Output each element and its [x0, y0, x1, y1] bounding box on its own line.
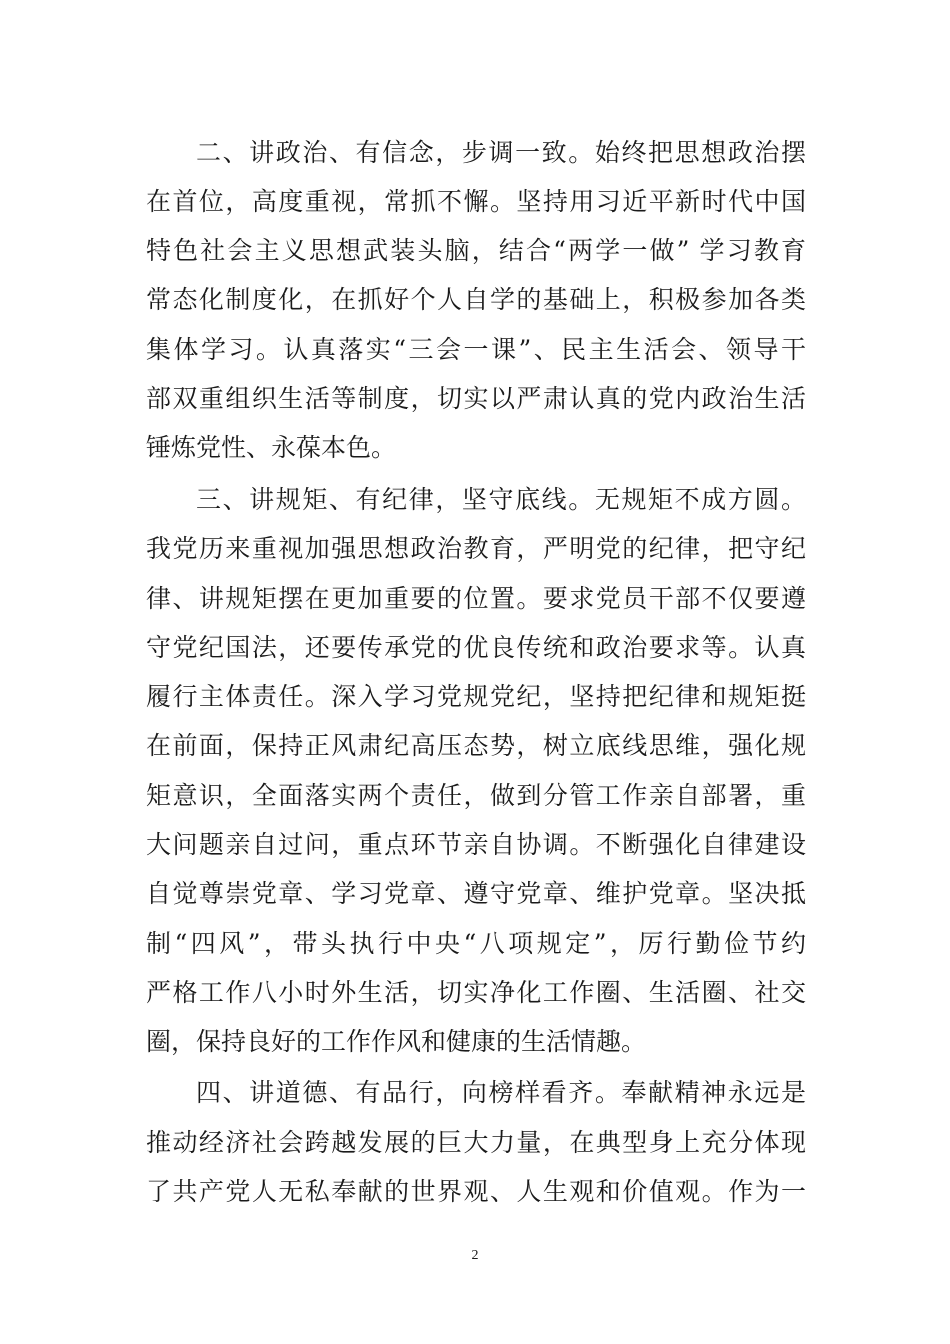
paragraph-2-line-11: 严格工作八小时外生活，切实净化工作圈、生活圈、社交 [146, 978, 806, 1007]
paragraph-1-line-4: 常态化制度化，在抓好个人自学的基础上，积极参加各类 [146, 285, 806, 314]
paragraph-1-line-3: 特色社会主义思想武装头脑，结合“两学一做” 学习教育 [146, 236, 806, 265]
paragraph-1-line-6: 部双重组织生活等制度，切实以严肃认真的党内政治生活 [146, 384, 806, 413]
paragraph-1-line-1: 二、讲政治、有信念，步调一致。始终把思想政治摆 [196, 138, 806, 167]
paragraph-2-line-6: 在前面，保持正风肃纪高压态势，树立底线思维，强化规 [146, 731, 806, 760]
paragraph-2-line-9: 自觉尊崇党章、学习党章、遵守党章、维护党章。坚决抵 [146, 879, 806, 908]
paragraph-2-line-4: 守党纪国法，还要传承党的优良传统和政治要求等。认真 [146, 633, 806, 662]
paragraph-3-line-1: 四、讲道德、有品行，向榜样看齐。奉献精神永远是 [196, 1078, 806, 1107]
paragraph-2-line-1: 三、讲规矩、有纪律，坚守底线。无规矩不成方圆。 [196, 485, 806, 514]
paragraph-3-line-2: 推动经济社会跨越发展的巨大力量，在典型身上充分体现 [146, 1128, 806, 1157]
paragraph-2-line-3: 律、讲规矩摆在更加重要的位置。要求党员干部不仅要遵 [146, 584, 806, 613]
paragraph-2-line-8: 大问题亲自过问，重点环节亲自协调。不断强化自律建设 [146, 830, 806, 859]
paragraph-1-line-7: 锤炼党性、永葆本色。 [146, 433, 397, 462]
paragraph-2-line-7: 矩意识，全面落实两个责任，做到分管工作亲自部署，重 [146, 781, 806, 810]
paragraph-1-line-5: 集体学习。认真落实“三会一课”、民主生活会、领导干 [146, 335, 806, 364]
paragraph-2-line-12: 圈，保持良好的工作作风和健康的生活情趣。 [146, 1027, 647, 1056]
page-number: 2 [471, 1248, 479, 1263]
paragraph-3-line-3: 了共产党人无私奉献的世界观、人生观和价值观。作为一 [146, 1177, 806, 1206]
paragraph-1-line-2: 在首位，高度重视，常抓不懈。坚持用习近平新时代中国 [146, 187, 806, 216]
paragraph-2-line-10: 制“四风”，带头执行中央“八项规定”，厉行勤俭节约 [146, 929, 806, 958]
paragraph-2-line-5: 履行主体责任。深入学习党规党纪，坚持把纪律和规矩挺 [146, 682, 806, 711]
paragraph-2-line-2: 我党历来重视加强思想政治教育，严明党的纪律，把守纪 [146, 534, 806, 563]
